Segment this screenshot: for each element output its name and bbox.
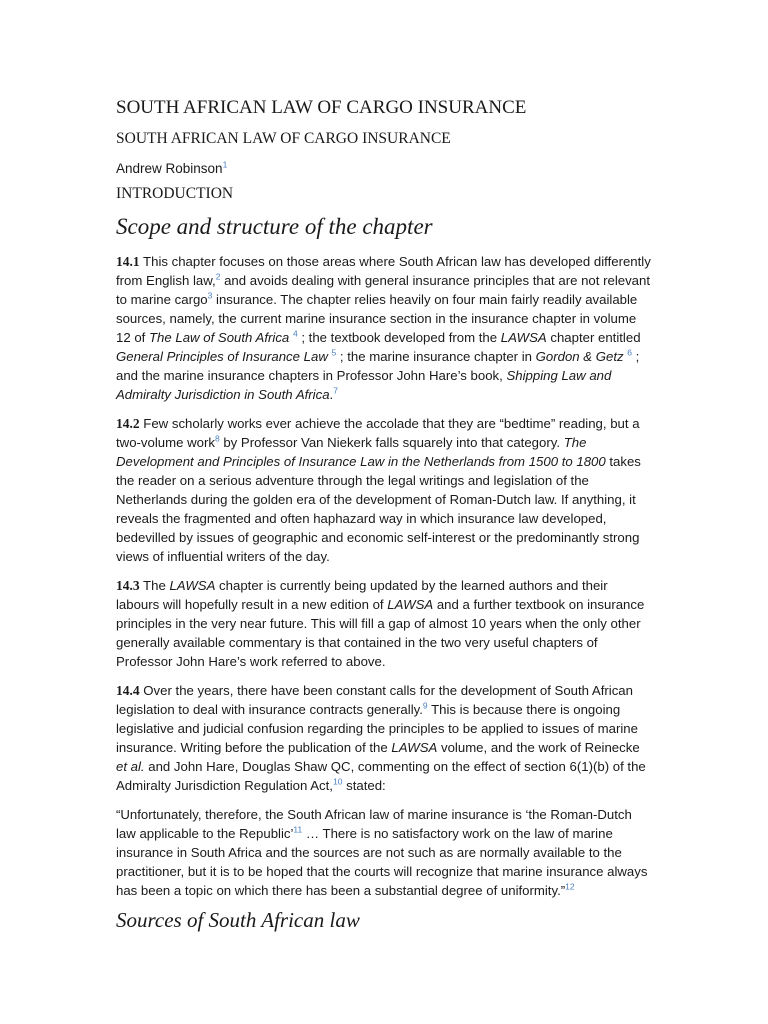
footnote-ref-11[interactable]: 11 <box>293 824 303 835</box>
footnote-ref-2[interactable]: 2 <box>215 271 221 282</box>
paragraph-14-4: 14.4 Over the years, there have been constant calls for the development of South African legislation to deal with insurance contracts generally.$^9$ This is because there is ongoing legislative and judicial confusion regarding the principles to be applied to issues of marine insurance. Writing before the publication of the LAWSA volume, and the work of Reinecke et al. and John Hare, Douglas Shaw QC, commenting on the effect of section 6(1)(b) of the Admiralty Jurisdiction Regulation Act,$^{10}$ stated: <box>116 683 646 793</box>
document-title: SOUTH AFRICAN LAW OF CARGO INSURANCE <box>116 97 527 118</box>
footnote-ref-7[interactable]: 7 <box>333 385 338 396</box>
paragraph-14-1: 14.1 This chapter focuses on those areas where South African law has developed differently from English law,$^2$ and avoids dealing with general insurance principles that are not relevant to marine cargo$^3$ insurance. The chapter relies heavily on four main fairly readily available sources, namely, the current marine insurance section in the insurance chapter in volume 12 of The Law of South Africa $^4$ ; the textbook developed from the LAWSA chapter entitled General Principles of Insurance Law $^5$ ; the marine insurance chapter in Gordon & Getz $^6$ ; and the marine insurance chapters in Professor John Hare’s book, Shipping Law and Admiralty Jurisdiction in South Africa.$^7$ <box>116 254 651 402</box>
document-subtitle: SOUTH AFRICAN LAW OF CARGO INSURANCE <box>116 130 451 147</box>
footnote-ref-4[interactable]: 4 <box>292 328 298 339</box>
paragraph-14-2: 14.2 Few scholarly works ever achieve the accolade that they are “bedtime” reading, but a two-volume work$^8$ by Professor Van Niekerk falls squarely into that category. The Development and Principles of Insurance Law in the Netherlands from 1500 to 1800 takes the reader on a serious adventure through the legal writings and legislation of the Netherlands during the golden era of the development of Roman-Dutch law. If anything, it reveals the fragmented and often haphazard way in which insurance law developed, bedevilled by issues of geographic and economic self-interest or the predominantly strong views of influential writers of the day. <box>116 416 641 564</box>
footnote-ref-8[interactable]: 8 <box>214 433 220 444</box>
paragraph-number: 14.2 <box>116 416 140 431</box>
author-name: Andrew Robinson <box>116 161 223 176</box>
author-line <box>116 159 652 179</box>
intro-heading: INTRODUCTION <box>116 185 234 202</box>
footnote-ref-12[interactable]: 12 <box>565 881 575 892</box>
section-heading-sources: Sources of South African law <box>116 908 360 932</box>
footnote-ref-9[interactable]: 9 <box>422 700 428 711</box>
section-heading-scope: Scope and structure of the chapter <box>116 214 433 239</box>
footnote-ref-6[interactable]: 6 <box>627 347 633 358</box>
paragraph-14-3: 14.3 The LAWSA chapter is currently being updated by the learned authors and their labours will hopefully result in a new edition of LAWSA and a further textbook on insurance principles in the very near future. This will fill a gap of almost 10 years when the only other generally available commentary is that contained in the two very useful chapters of Professor John Hare’s work referred to above. <box>116 578 645 669</box>
footnote-ref-5[interactable]: 5 <box>331 347 337 358</box>
footnote-ref-3[interactable]: 3 <box>207 290 213 301</box>
block-quote: “Unfortunately, therefore, the South African law of marine insurance is ‘the Roman-Dutch law applicable to the Republic’$^{11}$ … There is no satisfactory work on the law of marine insurance in South Africa and the sources are not such as are normally available to the practitioner, but it is to be hoped that the courts will recognize that marine insurance always has been a topic on which there has been a substantial degree of uniformity.”$^{12}$ <box>116 807 648 898</box>
paragraph-number: 14.3 <box>116 578 140 593</box>
footnote-ref-10[interactable]: 10 <box>332 776 343 787</box>
paragraph-number: 14.1 <box>116 254 140 269</box>
footnote-ref-1[interactable]: 1 <box>222 159 228 170</box>
paragraph-number: 14.4 <box>116 683 140 698</box>
document-page <box>116 96 652 934</box>
